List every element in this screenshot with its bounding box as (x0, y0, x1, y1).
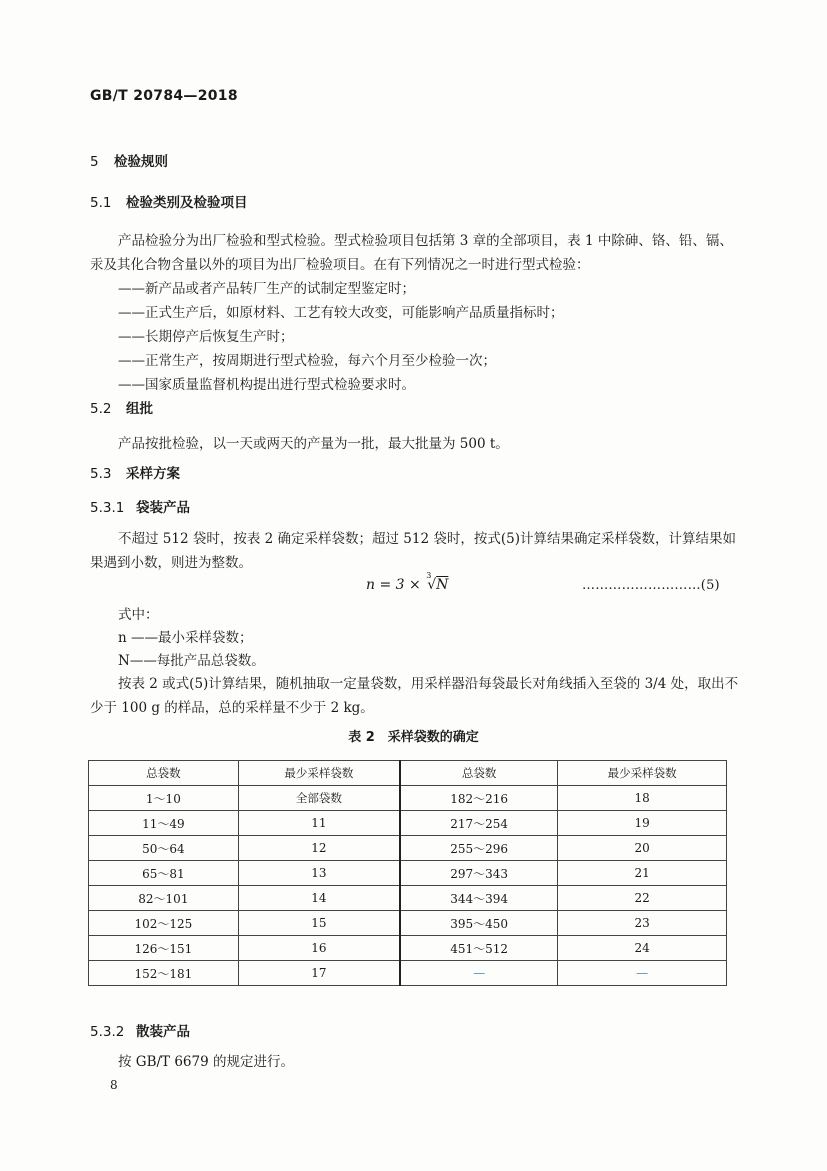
table-cell: 65～81 (89, 861, 239, 886)
table-cell: 217～254 (400, 811, 558, 836)
table-cell: 12 (238, 836, 400, 861)
table-row (89, 936, 727, 961)
definition-item: n ——最小采样袋数； (118, 630, 253, 646)
table-cell: 20 (558, 836, 727, 861)
table-cell: 19 (558, 811, 727, 836)
table-cell: 451～512 (400, 936, 558, 961)
table-cell: — (558, 961, 727, 986)
section-5-3-1-heading (90, 496, 190, 516)
table-cell: 21 (558, 861, 727, 886)
table-row (89, 886, 727, 911)
table-cell: 255～296 (400, 836, 558, 861)
section-number: 5.2 (90, 401, 112, 417)
section-title: 袋装产品 (136, 500, 190, 516)
formula-variable: N (436, 577, 449, 593)
table-cell: 16 (238, 936, 400, 961)
table-cell: 11～49 (89, 811, 239, 836)
section-5-3-2-heading (90, 1020, 190, 1040)
table-cell: 297～343 (400, 861, 558, 886)
table-row (89, 961, 727, 986)
list-item: ——正式生产后，如原材料、工艺有较大改变，可能影响产品质量指标时； (118, 305, 564, 321)
formula-number: ………………………(5) (582, 578, 720, 593)
table-row (89, 811, 727, 836)
section-5-3-1-paragraph: 不超过 512 袋时，按表 2 确定采样袋数；超过 512 袋时，按式(5)计算结果确定采样袋数，计算结果如果遇到小数，则进为整数。 (90, 531, 736, 571)
list-item: ——新产品或者产品转厂生产的试制定型鉴定时； (118, 281, 415, 297)
table-header-row (89, 761, 727, 786)
section-number: 5 (90, 154, 99, 170)
list-item: ——正常生产，按周期进行型式检验，每六个月至少检验一次； (118, 353, 496, 369)
root-index: 3 (426, 571, 432, 580)
table-cell: 全部袋数 (238, 786, 400, 811)
table-cell: 126～151 (89, 936, 239, 961)
section-5-heading (90, 150, 168, 170)
table-cell: 13 (238, 861, 400, 886)
table-cell: 344～394 (400, 886, 558, 911)
table-cell: — (400, 961, 558, 986)
table-cell: 23 (558, 911, 727, 936)
section-5-1-heading (90, 191, 248, 211)
table-row (89, 836, 727, 861)
section-title: 采样方案 (126, 466, 180, 482)
table-cell: 82～101 (89, 886, 239, 911)
radical-sign: √ (427, 577, 437, 593)
section-title: 组批 (126, 401, 153, 417)
section-5-1-paragraph: 产品检验分为出厂检验和型式检验。型式检验项目包括第 3 章的全部项目，表 1 中除砷、铬、铅、镉、汞及其化合物含量以外的项目为出厂检验项目。在有下列情况之一时进行型式检验： (90, 233, 733, 273)
table-cell: 17 (238, 961, 400, 986)
table-title: 表 2 采样袋数的确定 (348, 730, 479, 745)
formula-lhs: n = 3 × (366, 577, 421, 593)
section-5-3-1-paragraph-2: 按表 2 或式(5)计算结果，随机抽取一定量袋数，用采样器沿每袋最长对角线插入至袋的 3/4 处，取出不少于 100 g 的样品，总的采样量不少于 2 kg。 (90, 676, 739, 716)
table-cell: 15 (238, 911, 400, 936)
table-cell: 1～10 (89, 786, 239, 811)
table-row (89, 911, 727, 936)
table-cell: 11 (238, 811, 400, 836)
table-cell: 22 (558, 886, 727, 911)
section-number: 5.3.2 (90, 1024, 125, 1040)
cube-root (426, 571, 449, 593)
section-5-2-paragraph: 产品按批检验，以一天或两天的产量为一批，最大批量为 500 t。 (118, 436, 509, 452)
table-cell: 395～450 (400, 911, 558, 936)
section-5-2-heading (90, 397, 153, 417)
table-row (89, 786, 727, 811)
standard-code: GB/T 20784—2018 (90, 88, 238, 104)
section-title: 散装产品 (136, 1024, 190, 1040)
table-cell: 152～181 (89, 961, 239, 986)
list-item: ——国家质量监督机构提出进行型式检验要求时。 (118, 377, 415, 393)
formula-5 (366, 571, 449, 593)
sampling-table (88, 760, 727, 986)
section-5-3-heading (90, 462, 180, 482)
column-header: 总袋数 (400, 761, 558, 786)
section-5-3-2-paragraph: 按 GB/T 6679 的规定进行。 (118, 1054, 294, 1070)
where-label: 式中： (118, 607, 159, 623)
list-item: ——长期停产后恢复生产时； (118, 329, 294, 345)
definition-item: N——每批产品总袋数。 (118, 653, 265, 669)
table-cell: 24 (558, 936, 727, 961)
page-number: 8 (110, 1078, 118, 1092)
table-cell: 14 (238, 886, 400, 911)
column-header: 总袋数 (89, 761, 239, 786)
section-title: 检验类别及检验项目 (126, 195, 248, 211)
table-row (89, 861, 727, 886)
section-number: 5.3 (90, 466, 112, 482)
table-cell: 182～216 (400, 786, 558, 811)
column-header: 最少采样袋数 (238, 761, 400, 786)
table-cell: 102～125 (89, 911, 239, 936)
table-cell: 50～64 (89, 836, 239, 861)
section-number: 5.1 (90, 195, 112, 211)
section-number: 5.3.1 (90, 500, 125, 516)
section-title: 检验规则 (114, 154, 168, 170)
column-header: 最少采样袋数 (558, 761, 727, 786)
table-cell: 18 (558, 786, 727, 811)
